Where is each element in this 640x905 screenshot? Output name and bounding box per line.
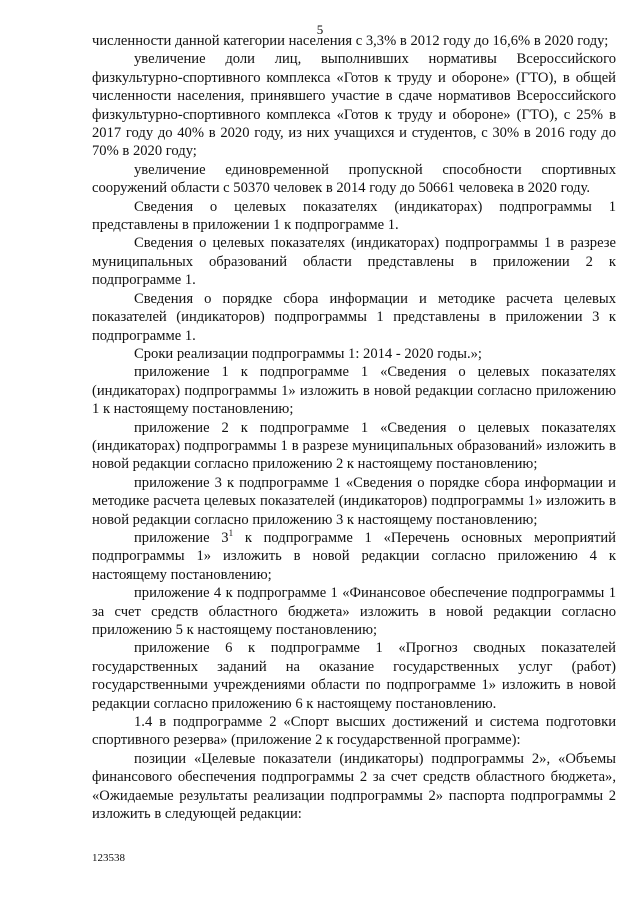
paragraph: приложение 1 к подпрограмме 1 «Сведения о целевых показателях (индикаторах) подпрограммы 1» изложить в новой редакции согласно приложению 1 к настоящему постановлению; (92, 364, 616, 418)
paragraph: Сроки реализации подпрограммы 1: 2014 - 2020 годы.»; (134, 345, 482, 362)
paragraph: приложение 6 к подпрограмме 1 «Прогноз сводных показателей государственных заданий на оказание государственных услуг (работ) государственными учреждениями области по подпрограмме 1» изложить в новой редакции согласно приложению 6 к настоящему постановлению. (92, 640, 616, 712)
paragraph: увеличение единовременной пропускной способности спортивных сооружений области с 50370 человек в 2014 году до 50661 человека в 2020 году. (92, 161, 616, 197)
superscript: 1 (228, 528, 234, 539)
paragraph: позиции «Целевые показатели (индикаторы) подпрограммы 2», «Объемы финансового обеспечения подпрограммы 2 за счет средств областного бюджета», «Ожидаемые результаты реализации подпрограммы 2» паспорта подпрограммы 2 изложить в следующей редакции: (92, 750, 616, 823)
paragraph: приложение 2 к подпрограмме 1 «Сведения о целевых показателях (индикаторах) подпрограммы 1 в разрезе муниципальных образований» изложить в новой редакции согласно приложению 2 к настоящему постановлению; (92, 419, 616, 473)
paragraph: Сведения о целевых показателях (индикаторах) подпрограммы 1 в разрезе муниципальных образований области представлены в приложении 2 к подпрограмме 1. (92, 235, 616, 289)
page-number: 5 (316, 22, 324, 37)
paragraph-text: к подпрограмме 1 «Перечень основных мероприятий подпрограммы 1» изложить в новой редакции согласно приложению 4 к настоящему постановлению; (92, 529, 616, 583)
paragraph-appendix-3-1 (92, 529, 616, 584)
paragraph: приложение 4 к подпрограмме 1 «Финансовое обеспечение подпрограммы 1 за счет средств областного бюджета» изложить в новой редакции согласно приложению 5 к настоящему постановлению; (92, 585, 616, 638)
paragraph: Сведения о порядке сбора информации и методике расчета целевых показателей (индикаторов) подпрограммы 1 представлены в приложении 3 к подпрограмме 1. (92, 290, 616, 344)
paragraph: увеличение доли лиц, выполнивших нормативы Всероссийского физкультурно-спортивного комплекса «Готов к труду и обороне» (ГТО), в общей численности населения, принявшего участие в сдаче нормативов Всероссийского физкультурно-спортивного комплекса «Готов к труду и обороне» (ГТО), с 25% в 2017 году до 40% в 2020 году, из них учащихся и студентов, с 30% в 2016 году до 70% в 2020 году; (92, 51, 616, 160)
paragraph: Сведения о целевых показателях (индикаторах) подпрограммы 1 представлены в приложении 1 к подпрограмме 1. (92, 198, 616, 234)
paragraph: приложение 3 к подпрограмме 1 «Сведения о порядке сбора информации и методике расчета целевых показателей (индикаторов) подпрограммы 1» изложить в новой редакции согласно приложению 3 к настоящему постановлению; (92, 474, 616, 528)
paragraph-text: приложение 3 (134, 529, 229, 546)
document-code: 123538 (92, 852, 125, 864)
paragraph: 1.4 в подпрограмме 2 «Спорт высших достижений и система подготовки спортивного резерва» (приложение 2 к государственной программе): (92, 714, 616, 749)
paragraph: численности данной категории населения с 3,3% в 2012 году до 16,6% в 2020 году; (92, 33, 609, 49)
document-body (92, 32, 616, 823)
